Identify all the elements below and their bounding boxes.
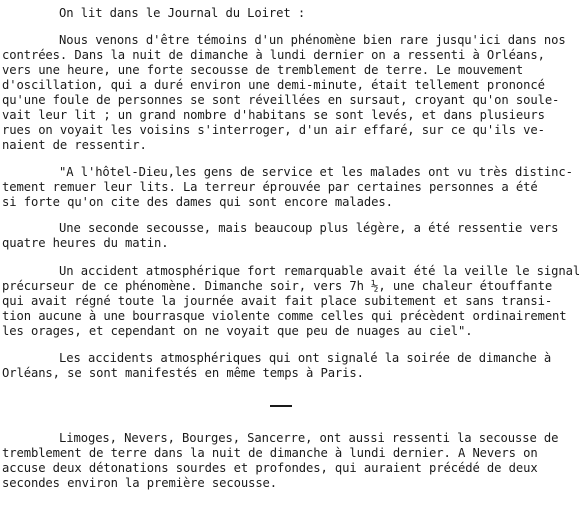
paragraph-6-line-3: accuse deux détonations sourdes et profondes, qui auraient précédé de deux: [2, 461, 538, 475]
paragraph-2-line-2: tement remuer leur lits. La terreur éprouvée par certaines personnes a été: [2, 180, 538, 194]
paragraph-1-line-3: vers une heure, une forte secousse de tremblement de terre. Le mouvement: [2, 63, 524, 77]
paragraph-1-line-6: vait leur lit ; un grand nombre d'habitans se sont levés, et dans plusieurs: [2, 108, 545, 122]
paragraph-5-line-1: Les accidents atmosphériques qui ont signalé la soirée de dimanche à: [59, 351, 552, 365]
paragraph-4-line-2: précurseur de ce phénomène. Dimanche soir, vers 7h ½, une chaleur étouffante: [2, 279, 553, 293]
intro-line: On lit dans le Journal du Loiret :: [59, 6, 306, 20]
paragraph-4-line-3: qui avait régné toute la journée avait fait place subitement et sans transi-: [2, 294, 553, 308]
paragraph-1-line-8: naient de ressentir.: [2, 138, 147, 152]
paragraph-2-line-3: si forte qu'on cite des dames qui sont encore malades.: [2, 195, 393, 209]
paragraph-5-line-2: Orléans, se sont manifestés en même temps à Paris.: [2, 366, 364, 380]
paragraph-4-line-5: les orages, et cependant on ne voyait que peu de nuages au ciel".: [2, 324, 473, 338]
paragraph-1-line-1: Nous venons d'être témoins d'un phénomène bien rare jusqu'ici dans nos: [59, 33, 566, 47]
paragraph-4-line-1: Un accident atmosphérique fort remarquable avait été la veille le signal: [59, 264, 581, 278]
section-separator: [270, 405, 292, 407]
paragraph-1-line-4: d'oscillation, qui a duré environ une demi-minute, était tellement prononcé: [2, 78, 545, 92]
paragraph-1-line-5: qu'une foule de personnes se sont réveillées en sursaut, croyant qu'on soule-: [2, 93, 560, 107]
paragraph-6-line-1: Limoges, Nevers, Bourges, Sancerre, ont aussi ressenti la secousse de: [59, 431, 559, 445]
paragraph-1-line-2: contrées. Dans la nuit de dimanche à lundi dernier on a ressenti à Orléans,: [2, 48, 545, 62]
paragraph-4-line-4: tion aucune à une bourrasque violente comme celles qui précèdent ordinairement: [2, 309, 567, 323]
paragraph-1-line-7: rues on voyait les voisins s'interroger, d'un air effaré, sur ce qu'ils ve-: [2, 123, 545, 137]
paragraph-6-line-4: secondes environ la première secousse.: [2, 476, 278, 490]
paragraph-6-line-2: tremblement de terre dans la nuit de dimanche à lundi dernier. A Nevers on: [2, 446, 538, 460]
paragraph-3-line-1: Une seconde secousse, mais beaucoup plus légère, a été ressentie vers: [59, 221, 559, 235]
paragraph-2-line-1: "A l'hôtel-Dieu,les gens de service et les malades ont vu très distinc-: [59, 165, 573, 179]
paragraph-3-line-2: quatre heures du matin.: [2, 236, 169, 250]
